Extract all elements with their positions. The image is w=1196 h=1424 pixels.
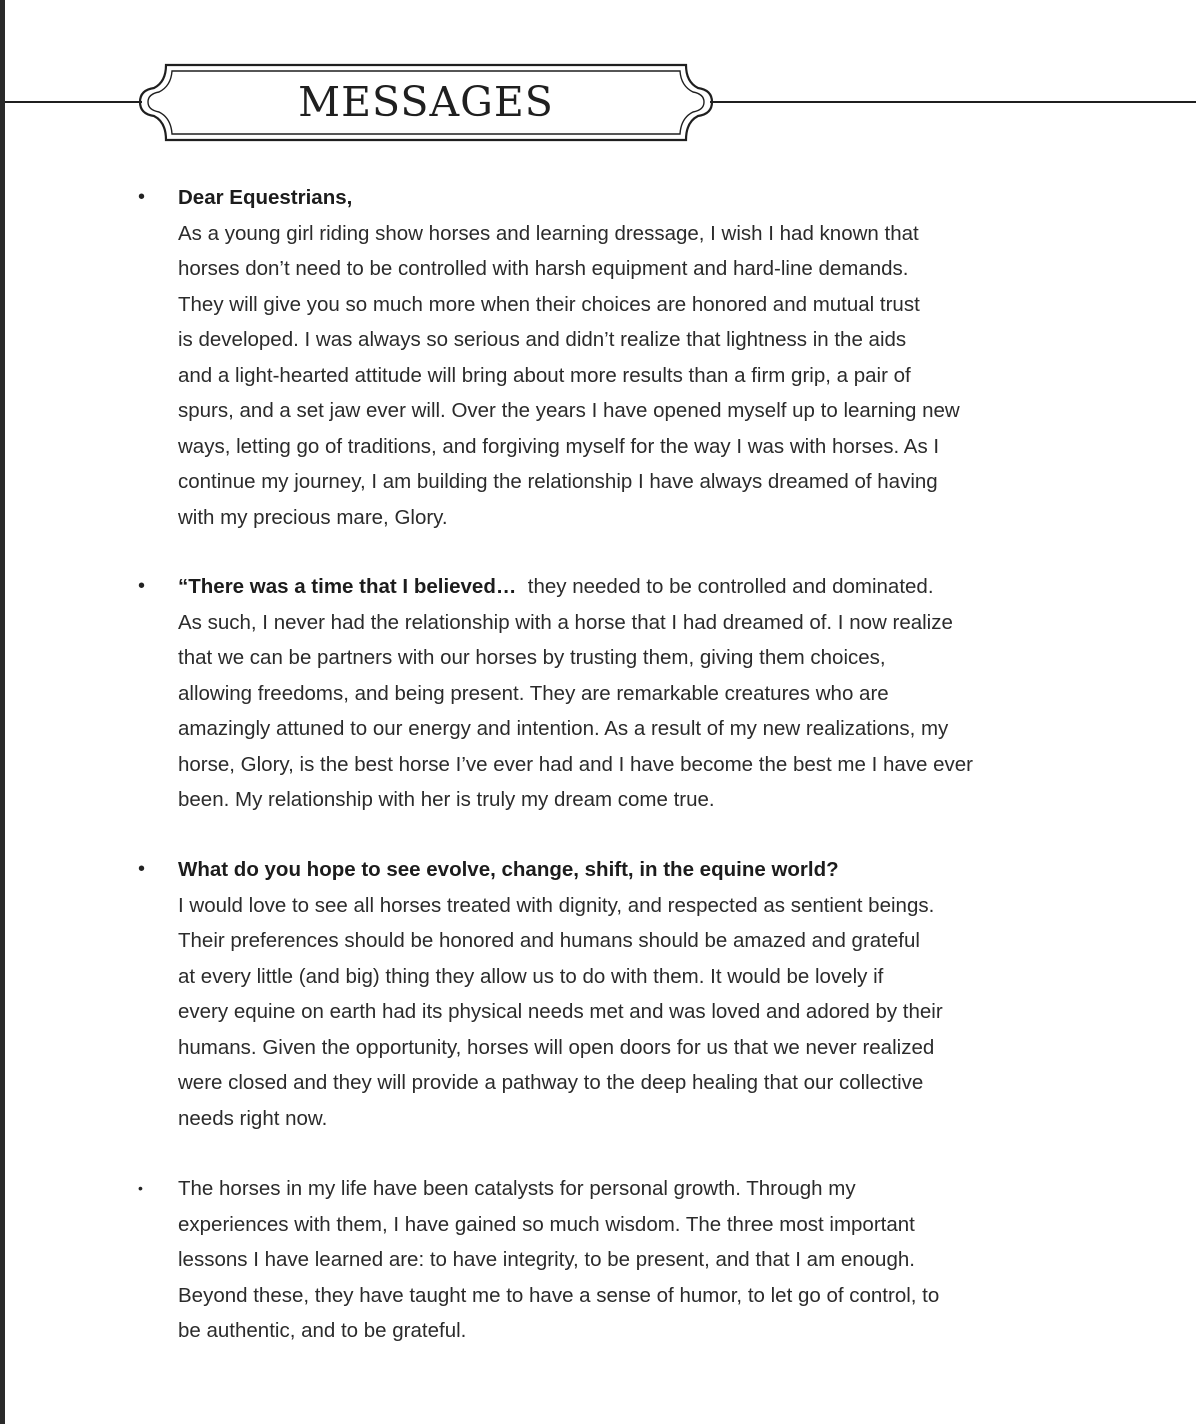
text-line: spurs, and a set jaw ever will. Over the years I have opened myself up to learning new (178, 399, 960, 422)
text-line: be authentic, and to be grateful. (178, 1319, 467, 1342)
text-line: is developed. I was always so serious and didn’t realize that lightness in the aids (178, 328, 907, 351)
bullet-icon: • (138, 858, 146, 880)
text-line: needs right now. (178, 1106, 328, 1130)
text-line: horse, Glory, is the best horse I’ve ever had and I have become the best me I have ever (178, 752, 973, 776)
text-line: every equine on earth had its physical needs met and was loved and adored by their (178, 1000, 943, 1023)
text-line: amazingly attuned to our energy and intention. As a result of my new realizations, my (178, 717, 949, 740)
text-line: were closed and they will provide a pathway to the deep healing that our collective (178, 1071, 924, 1094)
text-line: They will give you so much more when their choices are honored and mutual trust (178, 292, 920, 316)
text-line: continue my journey, I am building the relationship I have always dreamed of having (178, 470, 938, 493)
message-lead-line (178, 180, 1078, 216)
header-banner (0, 60, 1196, 150)
text-line: ways, letting go of traditions, and forgiving myself for the way I was with horses. As I (178, 434, 940, 458)
page-title: MESSAGES (298, 78, 554, 126)
text-line: at every little (and big) thing they allow us to do with them. It would be lovely if (178, 964, 884, 988)
text-line: humans. Given the opportunity, horses will open doors for us that we never realized (178, 1035, 935, 1059)
message-lead-line: The horses in my life have been catalysts for personal growth. Through my (178, 1177, 856, 1200)
bullet-icon: • (138, 1180, 143, 1196)
text-line: As a young girl riding show horses and learning dressage, I wish I had known that (178, 221, 919, 245)
text-line: and a light-hearted attitude will bring about more results than a firm grip, a pair of (178, 363, 911, 387)
text-line: with my precious mare, Glory. (178, 505, 448, 529)
message-lead-rest: they needed to be controlled and dominated. (516, 575, 934, 598)
message-heading: “There was a time that I believed… (178, 575, 517, 598)
text-line: been. My relationship with her is truly my dream come true. (178, 788, 715, 811)
message-text (178, 1171, 1078, 1349)
bullet-icon: • (138, 186, 146, 208)
text-line: As such, I never had the relationship with a horse that I had dreamed of. I now realize (178, 610, 953, 634)
message-lead-line (178, 852, 1078, 888)
message-heading: Dear Equestrians, (178, 186, 353, 209)
message-text (178, 569, 1078, 818)
text-line: lessons I have learned are: to have integrity, to be present, and that I am enough. (178, 1248, 915, 1271)
bullet-icon: • (138, 575, 146, 597)
text-line: allowing freedoms, and being present. They are remarkable creatures who are (178, 681, 889, 705)
message-heading: What do you hope to see evolve, change, shift, in the equine world? (178, 858, 839, 881)
page-left-edge (0, 0, 5, 1424)
message-text (178, 852, 1078, 1136)
message-lead-line (178, 569, 1078, 605)
text-line: horses don’t need to be controlled with harsh equipment and hard-line demands. (178, 257, 909, 280)
text-line: I would love to see all horses treated with dignity, and respected as sentient beings. (178, 893, 935, 917)
text-line: Beyond these, they have taught me to have a sense of humor, to let go of control, to (178, 1283, 940, 1307)
text-line: Their preferences should be honored and humans should be amazed and grateful (178, 929, 920, 952)
message-text (178, 180, 1078, 535)
text-line: experiences with them, I have gained so much wisdom. The three most important (178, 1212, 915, 1236)
text-line: that we can be partners with our horses by trusting them, giving them choices, (178, 646, 886, 669)
